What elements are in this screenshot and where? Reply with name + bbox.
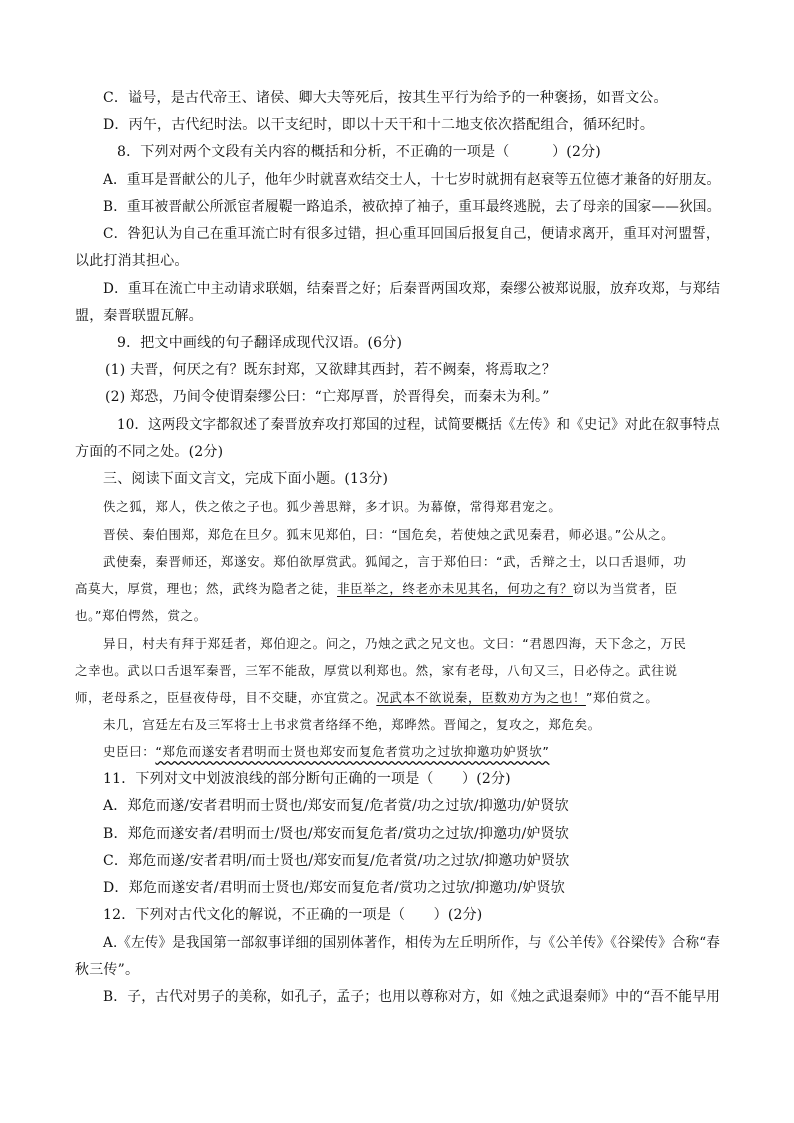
text-line <box>103 634 686 654</box>
text-line <box>103 115 654 135</box>
line-text: A．郑危而遂/安者君明而士贤也/郑安而复/危者赏/功之过欤/抑邀功/妒贤欤 <box>103 798 569 814</box>
underlined-sentence: 非臣举之，终老亦未见其名，何功之有？ <box>337 581 573 596</box>
line-text: B．郑危而遂安者/君明而士/贤也/郑安而复危者/赏功之过欤/抑邀功/妒贤欤 <box>103 826 569 842</box>
line-text-rest: 窃以为当赏者，臣 <box>572 581 678 596</box>
line-text: A．重耳是晋献公的儿子，他年少时就喜欢结交士人，十七岁时就拥有赵衰等五位德才兼备的好朋友。 <box>103 172 721 188</box>
line-text: 武使秦，秦晋师还，郑遂安。郑伯欲厚赏武。狐闻之，言于郑伯曰：“武，舌辩之士，以口舌退师，功 <box>103 554 687 569</box>
text-line <box>103 224 720 244</box>
line-text: 12．下列对古代文化的解说，不正确的一项是（ ）(2分) <box>103 907 483 923</box>
text-line <box>117 333 402 353</box>
text-line <box>117 142 601 162</box>
text-line <box>103 987 720 1007</box>
line-text: D．丙午，古代纪时法。以干支纪时，即以十天干和十二地支依次搭配组合，循环纪时。 <box>103 117 655 133</box>
line-text: 8．下列对两个文段有关内容的概括和分析，不正确的一项是（ ）(2分) <box>117 144 601 160</box>
text-line <box>75 688 659 708</box>
text-line <box>103 905 482 925</box>
line-text: 以此打消其担心。 <box>75 253 189 269</box>
line-text: 10．这两段文字都叙述了秦晋放弃攻打郑国的过程，试简要概括《左传》和《史记》对此在叙事特点 <box>117 417 721 433</box>
text-line <box>105 387 550 407</box>
text-line <box>75 579 678 599</box>
text-line <box>75 606 207 626</box>
line-text: 异日，村夫有拜于郑廷者，郑伯迎之。问之，乃烛之武之兄文也。文曰：“君恩四海，天下念之，万民 <box>103 636 687 651</box>
line-text: B．子，古代对男子的美称，如孔子，孟子；也用以尊称对方，如《烛之武退秦师》中的“吾不能早用 <box>103 989 721 1005</box>
text-line <box>105 360 556 380</box>
line-text: 秋三传”。 <box>75 962 140 978</box>
text-line <box>103 769 511 789</box>
line-text: C．郑危而遂/安者君明/而士贤也/郑安而复/危者赏/功之过欤/抑邀功妒贤欤 <box>103 853 570 869</box>
wavy-underlined-passage: “郑危而遂安者君明而士贤也郑安而复危者赏功之过欤抑邀功妒贤欤” <box>155 744 550 759</box>
text-line <box>103 170 720 190</box>
line-text: 之幸也。武以口舌退军秦晋，三军不能敌，厚赏以利郑也。然，家有老母，八旬又三，日必侍之。武往说 <box>75 663 678 678</box>
text-line <box>103 552 686 572</box>
text-line <box>103 796 569 816</box>
line-text-rest: ”郑伯赏之。 <box>585 690 659 705</box>
line-text: 高莫大，厚赏，理也；然，武终为隐者之徒， <box>75 581 338 596</box>
text-line <box>103 497 562 517</box>
text-line <box>75 661 678 681</box>
line-text: 9．把文中画线的句子翻译成现代汉语。(6分) <box>117 335 403 351</box>
text-line <box>103 715 601 735</box>
line-text: 方面的不同之处。(2分) <box>75 444 224 460</box>
line-text: 也。”郑伯愕然，赏之。 <box>75 608 207 623</box>
text-line <box>75 442 223 462</box>
text-line <box>103 933 720 953</box>
line-text: 史臣曰： <box>103 744 156 759</box>
text-line <box>103 525 674 545</box>
text-line <box>117 415 720 435</box>
line-text: 晋侯、秦伯围郑，郑危在旦夕。狐末见郑伯，曰：“国危矣，若使烛之武见秦君，师必退。”公从之。 <box>103 527 675 542</box>
line-text: D．郑危而遂安者/君明而士贤也/郑安而复危者/赏功之过欤/抑邀功/妒贤欤 <box>103 880 566 896</box>
underlined-sentence: 况武本不欲说秦，臣数劝方为之也！ <box>376 690 586 705</box>
line-text: 师，老母系之，臣昼夜侍母，目不交睫，亦宜赏之。 <box>75 690 377 705</box>
line-text: 盟，秦晋联盟瓦解。 <box>75 308 203 324</box>
line-text: C．谥号，是古代帝王、诸侯、卿大夫等死后，按其生平行为给予的一种褒扬，如晋文公。 <box>103 90 668 106</box>
line-text: 11．下列对文中划波浪线的部分断句正确的一项是（ ）(2分) <box>103 771 511 787</box>
line-text: 佚之狐，郑人，佚之侬之子也。狐少善思辩，多才识。为幕僚，常得郑君宠之。 <box>103 499 562 514</box>
text-line <box>75 306 203 326</box>
line-text: 未几，宫廷左右及三军将士上书求赏者络绎不绝，郑晔然。晋闻之，复攻之，郑危矣。 <box>103 717 601 732</box>
line-text: (1) 夫晋，何厌之有？既东封郑，又欲肆其西封，若不阙秦，将焉取之？ <box>105 362 557 378</box>
text-line <box>103 279 720 299</box>
line-text: D．重耳在流亡中主动请求联姻，结秦晋之好；后秦晋两国攻郑，秦缪公被郑说服，放弃攻郑，与郑结 <box>103 281 721 297</box>
text-line <box>75 960 139 980</box>
line-text: A.《左传》是我国第一部叙事详细的国别体著作，相传为左丘明所作，与《公羊传》《谷梁传》合称“春 <box>103 935 721 951</box>
text-line <box>103 88 668 108</box>
text-line <box>103 197 721 217</box>
text-line <box>103 742 549 762</box>
text-line <box>103 824 569 844</box>
line-text: C．咎犯认为自己在重耳流亡时有很多过错，担心重耳回国后报复自己，便请求离开，重耳对河盟誓， <box>103 226 720 242</box>
line-text: 三、阅读下面文言文，完成下面小题。(13分) <box>103 471 389 487</box>
text-line <box>103 878 565 898</box>
text-line <box>103 469 388 489</box>
text-line <box>75 251 189 271</box>
line-text: (2) 郑恐，乃间令使谓秦缪公曰：“亡郑厚晋，於晋得矣，而秦未为利。” <box>105 389 550 405</box>
text-line <box>103 851 569 871</box>
line-text: B．重耳被晋献公所派宦者履鞮一路追杀，被砍掉了袖子，重耳最终逃脱，去了母亲的国家——狄国。 <box>103 199 721 215</box>
